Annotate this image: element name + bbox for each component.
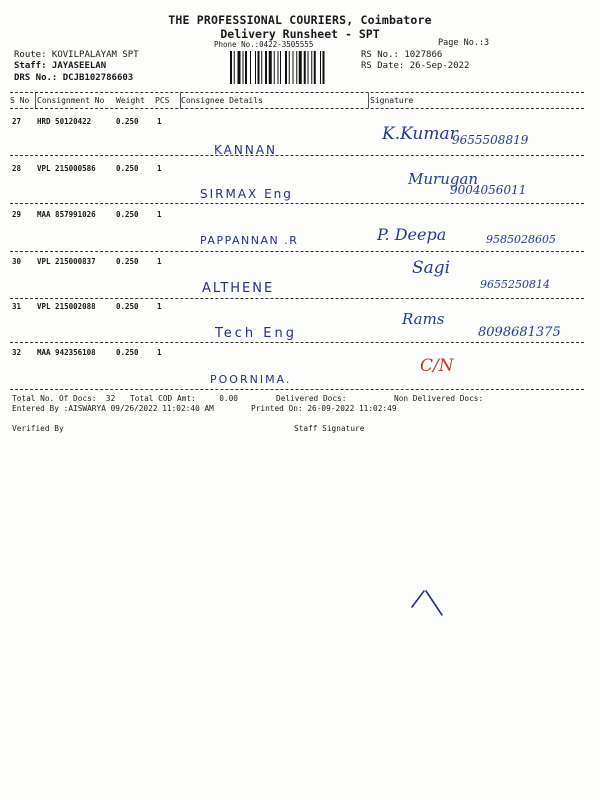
row-signature: Murugan [408,170,479,188]
col-header-signature: Signature [370,96,414,105]
row-pcs: 1 [157,117,162,126]
total-docs: Total No. Of Docs: 32 [12,394,116,403]
row-signature: K.Kumar [382,124,458,144]
drs-number: DRS No.: DCJB102786603 [14,73,134,83]
rs-number: RS No.: 1027866 [361,50,443,60]
row-divider [10,203,584,204]
column-separator [35,93,36,108]
document-subtitle: Delivery Runsheet - SPT [220,27,380,41]
row-sno: 31 [12,302,22,311]
row-signature: C/N [420,356,454,376]
row-weight: 0.250 [116,210,139,219]
row-sno: 29 [12,210,22,219]
row-signature: Rams [402,310,445,328]
row-consignment: VPL 215000837 [37,257,96,266]
row-sno: 32 [12,348,22,357]
row-phone: 9655508819 [452,133,529,147]
printed-on: Printed On: 26-09-2022 11:02:49 [251,404,397,413]
entered-by: Entered By :AISWARYA 09/26/2022 11:02:40 AM [12,404,214,413]
col-header-consignee: Consignee Details [181,96,263,105]
row-weight: 0.250 [116,257,139,266]
row-weight: 0.250 [116,348,139,357]
verified-by: Verified By [12,424,64,433]
row-signature: P. Deepa [377,225,447,244]
non-delivered-docs: Non Delivered Docs: [394,394,484,403]
row-consignment: HRD 50120422 [37,117,92,126]
col-header-pcs: PCS [155,96,170,105]
col-header-consignment: Consignment No [37,96,105,105]
row-consignee: KANNAN [214,143,278,157]
row-sno: 30 [12,257,22,266]
page-number: Page No.:3 [438,38,490,48]
row-divider [10,298,584,299]
row-pcs: 1 [157,210,162,219]
row-divider [10,389,584,390]
row-weight: 0.250 [116,302,139,311]
pen-mark [408,585,458,625]
barcode [230,51,354,84]
row-consignment: VPL 215002088 [37,302,96,311]
delivered-docs: Delivered Docs: [276,394,347,403]
row-pcs: 1 [157,348,162,357]
row-divider [10,155,584,156]
document-title: THE PROFESSIONAL COURIERS, Coimbatore [168,13,432,27]
row-weight: 0.250 [116,117,139,126]
header-bottom-divider [10,108,584,109]
route-label: Route: KOVILPALAYAM SPT [14,50,139,60]
row-consignment: VPL 215000586 [37,164,96,173]
row-consignee: Tech Eng [215,326,297,341]
row-sno: 28 [12,164,22,173]
row-phone: 8098681375 [478,325,561,340]
column-separator [368,93,369,108]
row-signature: Sagi [412,258,451,278]
row-consignee: POORNIMA. [210,373,292,386]
row-weight: 0.250 [116,164,139,173]
row-sno: 27 [12,117,22,126]
column-separator [180,93,181,108]
row-phone: 9585028605 [486,233,556,246]
row-divider [10,342,584,343]
row-consignee: ALTHENE [202,281,275,296]
row-divider [10,251,584,252]
staff-label: Staff: JAYASEELAN [14,61,107,71]
rs-date: RS Date: 26-Sep-2022 [361,61,470,71]
row-consignment: MAA 942356108 [37,348,96,357]
col-header-weight: Weight [116,96,145,105]
row-phone: 9655250814 [480,278,550,291]
row-pcs: 1 [157,257,162,266]
row-pcs: 1 [157,164,162,173]
col-header-sno: S No [10,96,30,105]
row-phone: 9004056011 [450,183,527,197]
header-top-divider [10,92,584,93]
row-pcs: 1 [157,302,162,311]
phone-number: Phone No.:0422-3505555 [214,40,314,49]
row-consignment: MAA 857991026 [37,210,96,219]
row-consignee: PAPPANNAN .R [200,234,299,247]
row-consignee: SIRMAX Eng [200,187,293,201]
total-cod: Total COD Amt: 0.00 [130,394,238,403]
staff-signature: Staff Signature [294,424,365,433]
